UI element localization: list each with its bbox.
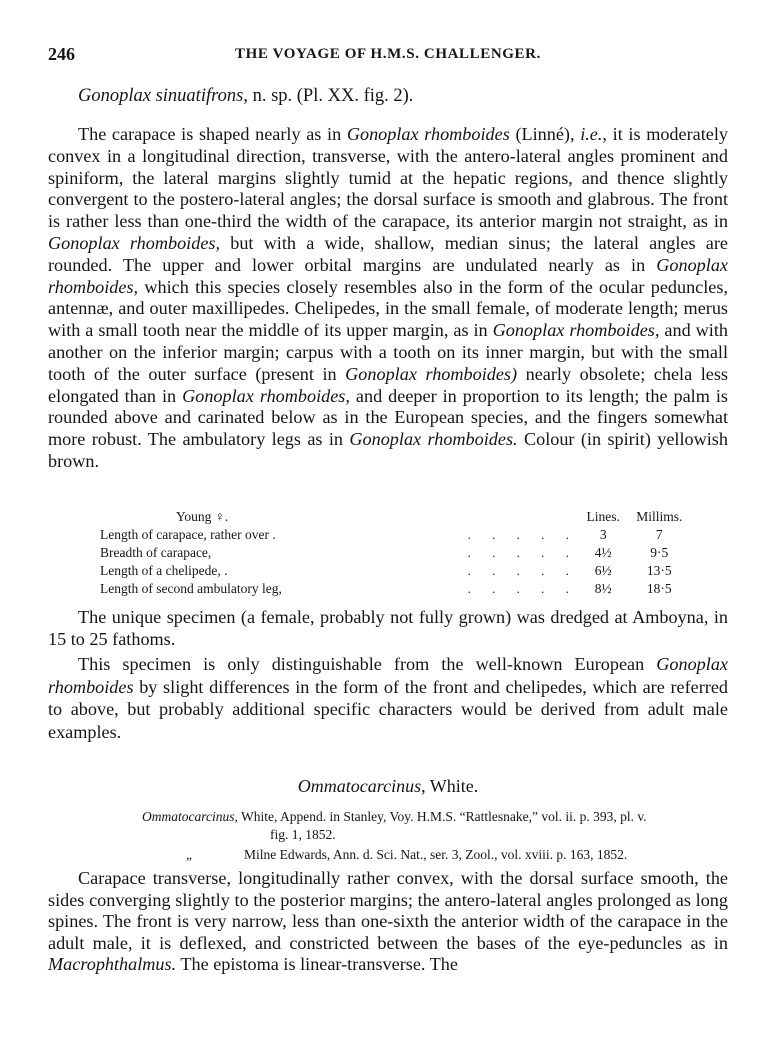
- reference-1-continued: fig. 1, 1852.: [270, 827, 336, 842]
- genus-heading: [0, 776, 776, 797]
- table-row: [100, 526, 690, 544]
- description-paragraph: [48, 124, 728, 473]
- text-run: which this species closely resembles also in the form of the ocular peduncles, antennæ, and outer maxillipedes. Chelipedes, in the small female, of moderate length; merus with a small tooth near the middle of its upper margin, as in: [48, 276, 728, 341]
- millims-value: 13·5: [646, 563, 672, 578]
- taxon-name: Gonoplax rhomboides: [346, 124, 510, 144]
- remarks-paragraph: [48, 653, 728, 743]
- text-run: and deeper in proportion to its length; the palm is rounded above and carinated below as in the European species, and the fingers somewhat more robust. The ambulatory legs as in: [48, 385, 728, 450]
- taxon-name: Gonoplax rhomboides): [345, 363, 518, 384]
- taxon-name: Gonoplax rhomboides: [48, 654, 728, 697]
- millims-value: 9·5: [650, 545, 669, 560]
- lines-value: 8½: [594, 581, 612, 596]
- reference-text: White, Append. in Stanley, Voy. H.M.S. “Rattlesnake,” vol. ii. p. 393, pl. v.: [237, 809, 647, 824]
- measurements-header-row: [100, 508, 690, 526]
- row-label: Length of carapace, rather over .: [100, 527, 276, 542]
- text-run: by slight differences in the form of the front and chelipedes, which are referred to above, but probably additional specific characters would be derived from adult male examples.: [48, 676, 728, 742]
- text-run: Colour (in spirit) yellowish brown.: [48, 429, 728, 471]
- spacer: [402, 508, 578, 526]
- taxon-name: Gonoplax rhomboides,: [492, 320, 660, 341]
- text-run: it is moderately convex in a longitudinal direction, transverse, with the antero-lateral angles prominent and spiniform, the lateral margins slightly tumid at the hepatic regions, and thence slightly convergent to the postero-lateral angles; the dorsal surface is smooth and glabrous. The front is rather less than one-third the width of the carapace, its anterior margin not straight, as in: [48, 124, 728, 232]
- text-run: nearly obsolete; chela less elongated than in: [48, 363, 728, 406]
- genus-suffix: , White.: [421, 776, 479, 796]
- leader-dots: . . . . .: [467, 545, 578, 560]
- text-run: The epistoma is linear-transverse. The: [176, 954, 458, 975]
- lines-value: 6½: [594, 563, 612, 578]
- reference-2: [186, 846, 627, 864]
- taxon-name: Gonoplax rhomboides.: [349, 429, 518, 450]
- genus-name: Ommatocarcinus: [297, 776, 422, 796]
- lines-value: 3: [599, 527, 607, 542]
- running-title: THE VOYAGE OF H.M.S. CHALLENGER.: [235, 46, 541, 62]
- text-run: The carapace is shaped nearly as in: [78, 124, 347, 144]
- reference-1: [142, 808, 647, 826]
- table-row: [100, 544, 690, 562]
- specimen-paragraph: The unique specimen (a female, probably not fully grown) was dredged at Amboyna, in 15 to 25 fathoms.: [48, 607, 728, 649]
- table-row: [100, 562, 690, 580]
- text-run: This specimen is only distinguishable from the well-known European: [78, 654, 657, 674]
- millims-value: 18·5: [646, 581, 672, 596]
- text-run: (Linné),: [509, 124, 581, 144]
- page-number: 246: [48, 44, 75, 64]
- taxon-name: Gonoplax rhomboides,: [48, 254, 728, 297]
- row-label: Length of second ambulatory leg,: [100, 581, 282, 596]
- leader-dots: . . . . .: [467, 563, 578, 578]
- row-label: Breadth of carapace,: [100, 545, 212, 560]
- text-run: Carapace transverse, longitudinally rather convex, with the dorsal surface smooth, the sides converging slightly to the posterior margins; the antero-lateral angles prolonged as long spines. The front is very narrow, less than one-sixth the anterior width of the carapace in the adult male, it is deflexed, and constricted between the bases of the eye-peduncles as in: [48, 868, 728, 953]
- lines-value: 4½: [594, 545, 612, 560]
- taxon-name: Gonoplax rhomboides,: [48, 232, 221, 253]
- taxon-name: Macrophthalmus.: [48, 954, 177, 975]
- col-header-millims: Millims.: [636, 509, 683, 524]
- abbreviation: i.e.,: [580, 124, 607, 144]
- leader-dots: . . . . .: [467, 527, 578, 542]
- species-name: Gonoplax sinuatifrons: [78, 86, 244, 106]
- table-row: [100, 580, 690, 598]
- species-heading: [78, 86, 413, 107]
- leader-dots: . . . . .: [467, 581, 578, 596]
- page-header: [48, 44, 728, 68]
- species-suffix: , n. sp. (Pl. XX. fig. 2).: [243, 86, 414, 106]
- text-run: but with a wide, shallow, median sinus; the lateral angles are rounded. The upper and lower orbital margins are undulated nearly as in: [48, 232, 728, 275]
- text-run: and with another on the inferior margin; carpus with a tooth on its inner margin, but with the small tooth of the outer surface (present in: [48, 320, 728, 384]
- col-header-lines: Lines.: [586, 509, 620, 524]
- millims-value: 7: [655, 527, 663, 542]
- ditto-mark: „: [186, 847, 192, 862]
- reference-text: Milne Edwards, Ann. d. Sci. Nat., ser. 3, Zool., vol. xviii. p. 163, 1852.: [244, 847, 628, 862]
- group-label: Young ♀.: [176, 509, 229, 524]
- reference-genus: Ommatocarcinus,: [142, 809, 238, 824]
- taxon-name: Gonoplax rhomboides,: [182, 385, 350, 406]
- genus-description-paragraph: [48, 868, 728, 976]
- measurements-table: [100, 508, 690, 598]
- row-label: Length of a chelipede, .: [100, 563, 228, 578]
